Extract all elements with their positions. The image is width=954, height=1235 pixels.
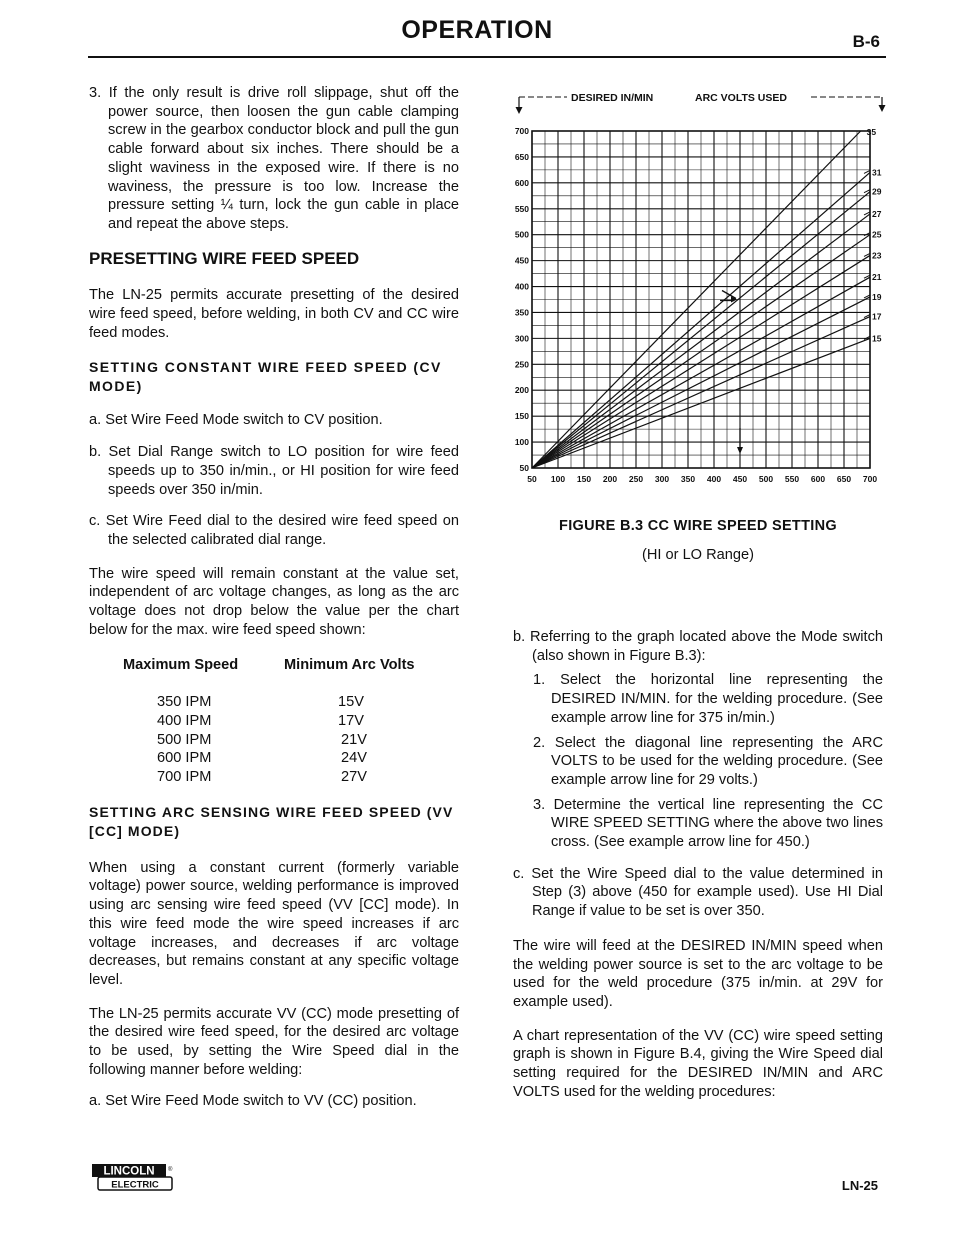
top-label-arrowhead-left [516, 107, 523, 114]
table-cell-volts: 24V [341, 750, 367, 767]
table-cell-speed: 700 IPM [157, 768, 212, 785]
cv-heading: SETTING CONSTANT WIRE FEED SPEED (CV MODE) [89, 359, 442, 394]
step-c: c. Set the Wire Speed dial to the value determined in Step (3) above (450 for example used). Use HI Dial Range if value to be set is over 350. [513, 865, 883, 920]
page-title: OPERATION [401, 16, 553, 44]
table-cell-volts: 27V [341, 768, 367, 785]
step-b-intro: b. Referring to the graph located above the Mode switch (also shown in Figure B.3): [513, 629, 883, 664]
logo-registered-mark: ® [168, 1167, 173, 1173]
top-label-arrowhead-right [879, 105, 886, 112]
step-b3: 3. Determine the vertical line representing the CC WIRE SPEED SETTING where the above two lines cross. (See example arrow line for 450.) [533, 796, 883, 851]
intro-paragraph: The LN-25 permits accurate presetting of the desired wire feed speed, before welding, in both CV and CC wire feed modes. [89, 287, 459, 341]
speed-volts-table [89, 656, 459, 786]
right-paragraph-2: A chart representation of the VV (CC) wire speed setting graph is shown in Figure B.4, giving the Wire Speed dial setting required for the DESIRED IN/MIN and ARC VOLTS used for the welding procedures: [513, 1027, 883, 1100]
x-tick-label: 450 [732, 474, 748, 484]
wire-speed-chart [505, 86, 887, 490]
x-tick-label: 300 [654, 474, 670, 484]
x-tick-label: 200 [602, 474, 618, 484]
step-b1: 1. Select the horizontal line representing the DESIRED IN/MIN. for the welding procedure. (See example arrow line for 375 in/min.) [533, 672, 883, 726]
y-tick-label: 700 [514, 126, 529, 136]
series-label: 23 [872, 250, 882, 261]
table-cell-speed: 600 IPM [157, 750, 212, 767]
section-number: B-6 [852, 32, 880, 51]
table-cell-speed: 500 IPM [157, 731, 212, 748]
x-tick-label: 50 [527, 474, 537, 484]
cv-note: The wire speed will remain constant at the value set, independent of arc voltage changes, as long as the arc voltage does not drop below the value per the chart below for the max. wire feed speed shown: [89, 565, 459, 638]
page-code: LN-25 [841, 1178, 878, 1193]
x-tick-label: 500 [758, 474, 774, 484]
series-label: 35 [866, 127, 877, 137]
series-label: 25 [872, 229, 882, 240]
table-cell-volts: 15V [338, 694, 364, 711]
y-tick-label: 200 [514, 385, 529, 396]
table-row [89, 731, 459, 750]
series-label: 17 [872, 311, 882, 322]
vv-paragraph-2: The LN-25 permits accurate VV (CC) mode presetting of the desired wire feed speed, for the desired arc voltage to be used, by setting the Wire Speed dial in the following manner before welding: [89, 1005, 459, 1078]
y-tick-label: 500 [514, 229, 529, 240]
section-heading: PRESETTING WIRE FEED SPEED [89, 248, 360, 268]
table-cell-speed: 350 IPM [157, 694, 212, 711]
table-cell-volts: 21V [341, 731, 367, 748]
figure-caption: FIGURE B.3 CC WIRE SPEED SETTING [559, 518, 837, 534]
x-tick-label: 250 [628, 474, 644, 484]
table-cell-volts: 17V [338, 712, 364, 729]
y-tick-label: 550 [514, 203, 529, 214]
x-tick-label: 650 [836, 474, 852, 484]
y-tick-label: 50 [519, 463, 529, 473]
x-tick-label: 600 [810, 474, 826, 484]
y-tick-label: 300 [514, 333, 529, 344]
x-tick-label: 550 [784, 474, 800, 484]
series-label: 15 [872, 333, 882, 344]
x-tick-label: 100 [550, 474, 566, 484]
table-row [89, 749, 459, 768]
top-label-arc-volts: ARC VOLTS USED [695, 92, 787, 104]
step-3: 3. If the only result is drive roll slippage, shut off the power source, then loosen the gun cable clamping screw in the gearbox conductor block and pull the gun cable forward about six inches. There should be a slight waviness in the exposed wire. If there is no waviness, the pressure is too low. Increase the pressure setting ¼ turn, lock the gun cable in place and repeat the above steps. [89, 85, 459, 232]
figure-subcaption: (HI or LO Range) [642, 547, 754, 563]
series-label: 19 [872, 291, 882, 302]
y-tick-label: 650 [514, 151, 529, 162]
step-b2: 2. Select the diagonal line representing the ARC VOLTS to be used for the welding procedure. (See example arrow line for 29 volts.) [533, 734, 883, 788]
vv-step-a: a. Set Wire Feed Mode switch to VV (CC) position. [89, 1093, 417, 1110]
y-tick-label: 400 [514, 281, 529, 292]
table-header-speed: Maximum Speed [123, 657, 239, 674]
table-header [89, 656, 459, 675]
logo-lincoln-text: LINCOLN [103, 1165, 155, 1178]
cv-step-b: b. Set Dial Range switch to LO position for wire feed speeds up to 350 in/min., or HI position for wire feed speeds over 350 in/min. [89, 444, 459, 498]
series-label: 29 [872, 186, 882, 197]
y-tick-label: 350 [514, 307, 529, 318]
vv-paragraph-1: When using a constant current (formerly variable voltage) power source, welding performance is improved using arc sensing wire feed speed (VV [CC] mode). In this wire feed mode the wire speed increases if arc voltage increases, and decreases if arc voltage decreases, but remains constant at any specific voltage level. [89, 859, 459, 988]
x-tick-label: 150 [576, 474, 592, 484]
table-row [89, 712, 459, 731]
y-tick-label: 100 [514, 437, 529, 448]
x-tick-label: 700 [862, 474, 878, 484]
series-label: 31 [872, 167, 882, 178]
cv-step-a: a. Set Wire Feed Mode switch to CV position. [89, 412, 383, 429]
header-rule [88, 56, 886, 58]
right-column [513, 628, 883, 1101]
y-tick-label: 150 [514, 411, 529, 422]
table-row [89, 693, 459, 712]
table-cell-speed: 400 IPM [157, 712, 212, 729]
vv-heading: SETTING ARC SENSING WIRE FEED SPEED (VV [CC] MODE) [89, 803, 454, 839]
series-label: 27 [872, 208, 882, 219]
table-header-volts: Minimum Arc Volts [284, 657, 415, 674]
y-tick-label: 600 [514, 177, 529, 188]
x-tick-label: 400 [706, 474, 722, 484]
lincoln-electric-logo [91, 1163, 177, 1193]
logo-electric-text: ELECTRIC [111, 1179, 159, 1191]
y-tick-label: 250 [514, 359, 529, 370]
x-tick-label: 350 [680, 474, 696, 484]
left-column [89, 84, 459, 1111]
top-label-desired: DESIRED IN/MIN [571, 92, 654, 104]
y-tick-label: 450 [514, 255, 529, 266]
right-paragraph-1: The wire will feed at the DESIRED IN/MIN speed when the welding power source is set to the arc voltage to be used for the weld procedure (375 in/min. at 29V for example used). [513, 937, 883, 1010]
series-label: 21 [872, 272, 882, 283]
cv-step-c: c. Set Wire Feed dial to the desired wire feed speed on the selected calibrated dial range. [89, 513, 459, 548]
table-row [89, 768, 459, 787]
